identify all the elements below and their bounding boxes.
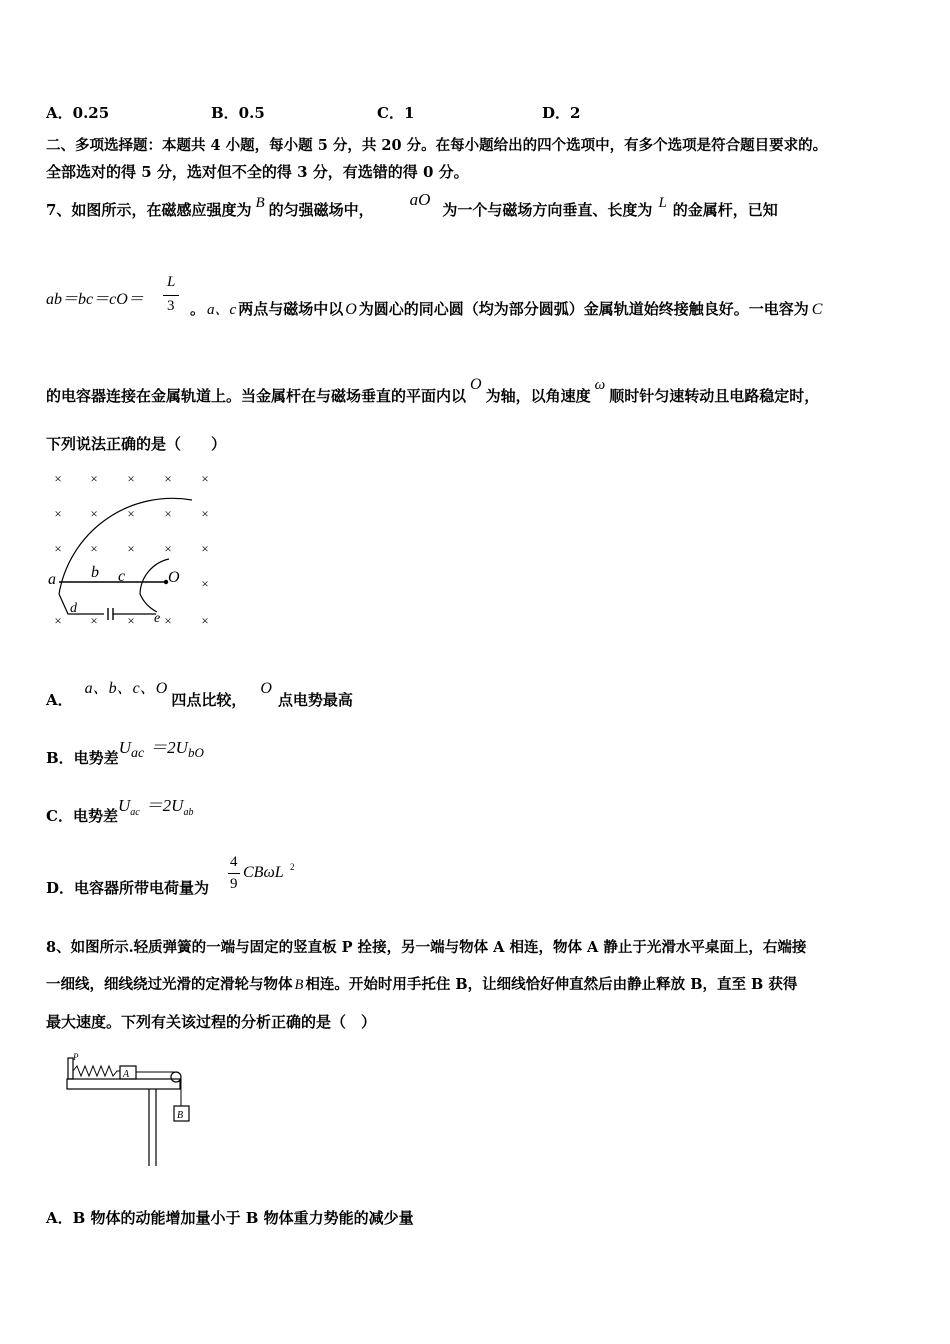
label-A: A	[123, 1069, 130, 1080]
q7-option-c: C．电势差$U^{ac} =2U^{ab}$	[46, 796, 194, 825]
field-cross: ×	[127, 541, 135, 556]
q8-spring-pulley-figure	[52, 1050, 202, 1170]
q6-option-a: A．0.25	[46, 104, 110, 122]
label-b: b	[91, 564, 99, 581]
label-e: e	[154, 611, 161, 626]
field-cross: ×	[164, 613, 172, 628]
q7-option-d: D．电容器所带电荷量为	[46, 879, 210, 897]
label-d: d	[70, 601, 77, 616]
field-cross: ×	[54, 506, 62, 521]
q7-d-expression: CBωL	[243, 864, 284, 881]
field-cross: ×	[54, 541, 62, 556]
q8-stem-line2: 一细线，细线绕过光滑的定滑轮与物体 B 相连。开始时用手托住 B，让细线恰好伸直然后由静止释放 B，直至 B 获得	[46, 976, 798, 993]
field-cross: ×	[201, 506, 209, 521]
section2-line2: 全部选对的得 5 分，选对但不全的得 3 分，有选错的得 0 分。	[46, 163, 469, 181]
field-cross: ×	[90, 613, 98, 628]
label-a: a	[48, 571, 56, 588]
field-cross: ×	[127, 613, 135, 628]
q7-question: 下列说法正确的是（ ）	[46, 435, 227, 453]
q8-question: 最大速度。下列有关该过程的分析正确的是（ ）	[46, 1013, 377, 1031]
field-cross: ×	[127, 471, 135, 486]
field-cross: ×	[201, 541, 209, 556]
field-cross: ×	[90, 541, 98, 556]
label-P: P	[73, 1052, 79, 1062]
field-crosses	[54, 471, 208, 628]
field-cross: ×	[127, 506, 135, 521]
q8-stem-line1: 8、如图所示.轻质弹簧的一端与固定的竖直板 P 拴接，另一端与物体 A 相连，物体 A 静止于光滑水平桌面上，右端接	[46, 939, 807, 956]
figure-labels	[48, 564, 180, 626]
q7-option-b: B．电势差Uac ＝2UbO	[46, 738, 204, 767]
q6-option-c: C．1	[377, 104, 415, 122]
label-O: O	[168, 569, 180, 586]
inner-arc-track	[140, 559, 169, 612]
field-cross: ×	[201, 613, 209, 628]
q8-option-a: A．B 物体的动能增加量小于 B 物体重力势能的减少量	[46, 1209, 414, 1227]
spring	[73, 1066, 120, 1076]
q7-d-numerator: 4	[230, 854, 238, 870]
wire-left	[59, 594, 104, 614]
label-c: c	[118, 568, 126, 585]
field-cross: ×	[201, 471, 209, 486]
field-cross: ×	[164, 506, 172, 521]
q7-stem-line3: 的电容器连接在金属轨道上。当金属杆在与磁场垂直的平面内以O为轴，以角速度ω顺时针匀速转动且电路稳定时，	[46, 376, 820, 405]
q7-d-superscript: 2	[290, 862, 295, 872]
q7-stem-line1: 7、如图所示，在磁感应强度为 B 的匀强磁场中，aO为一个与磁场方向垂直、长度为 L 的金属杆，已知	[46, 190, 778, 219]
q7-d-denominator: 9	[230, 876, 238, 892]
q7-stem-line2: 。 a、c 两点与磁场中以 O 为圆心的同心圆（均为部分圆弧）金属轨道始终接触良好。一电容为 C	[190, 300, 823, 318]
q7-equation-lhs: ab＝bc＝cO＝	[46, 291, 144, 308]
q7-magnetic-field-figure	[44, 462, 224, 634]
q7-equation-numerator: L	[167, 274, 176, 290]
label-B: B	[177, 1110, 184, 1121]
field-cross: ×	[164, 541, 172, 556]
q6-option-d: D．2	[542, 104, 581, 122]
pulley	[171, 1072, 181, 1082]
field-cross: ×	[201, 576, 209, 591]
field-cross: ×	[164, 471, 172, 486]
field-cross: ×	[90, 471, 98, 486]
field-cross: ×	[90, 506, 98, 521]
q7-d-fraction-bar	[228, 873, 240, 874]
q7-equation-denominator: 3	[167, 298, 175, 314]
q6-option-b: B．0.5	[211, 104, 265, 122]
field-cross: ×	[54, 471, 62, 486]
q7-option-a: A．a、b、c、O四点比较，O点电势最高	[46, 680, 353, 709]
table-top	[67, 1079, 180, 1089]
field-cross: ×	[54, 613, 62, 628]
section2-line1: 二、多项选择题：本题共 4 小题，每小题 5 分，共 20 分。在每小题给出的四个选项中，有多个选项是符合题目要求的。	[46, 137, 828, 154]
q7-fraction-bar	[163, 295, 179, 296]
